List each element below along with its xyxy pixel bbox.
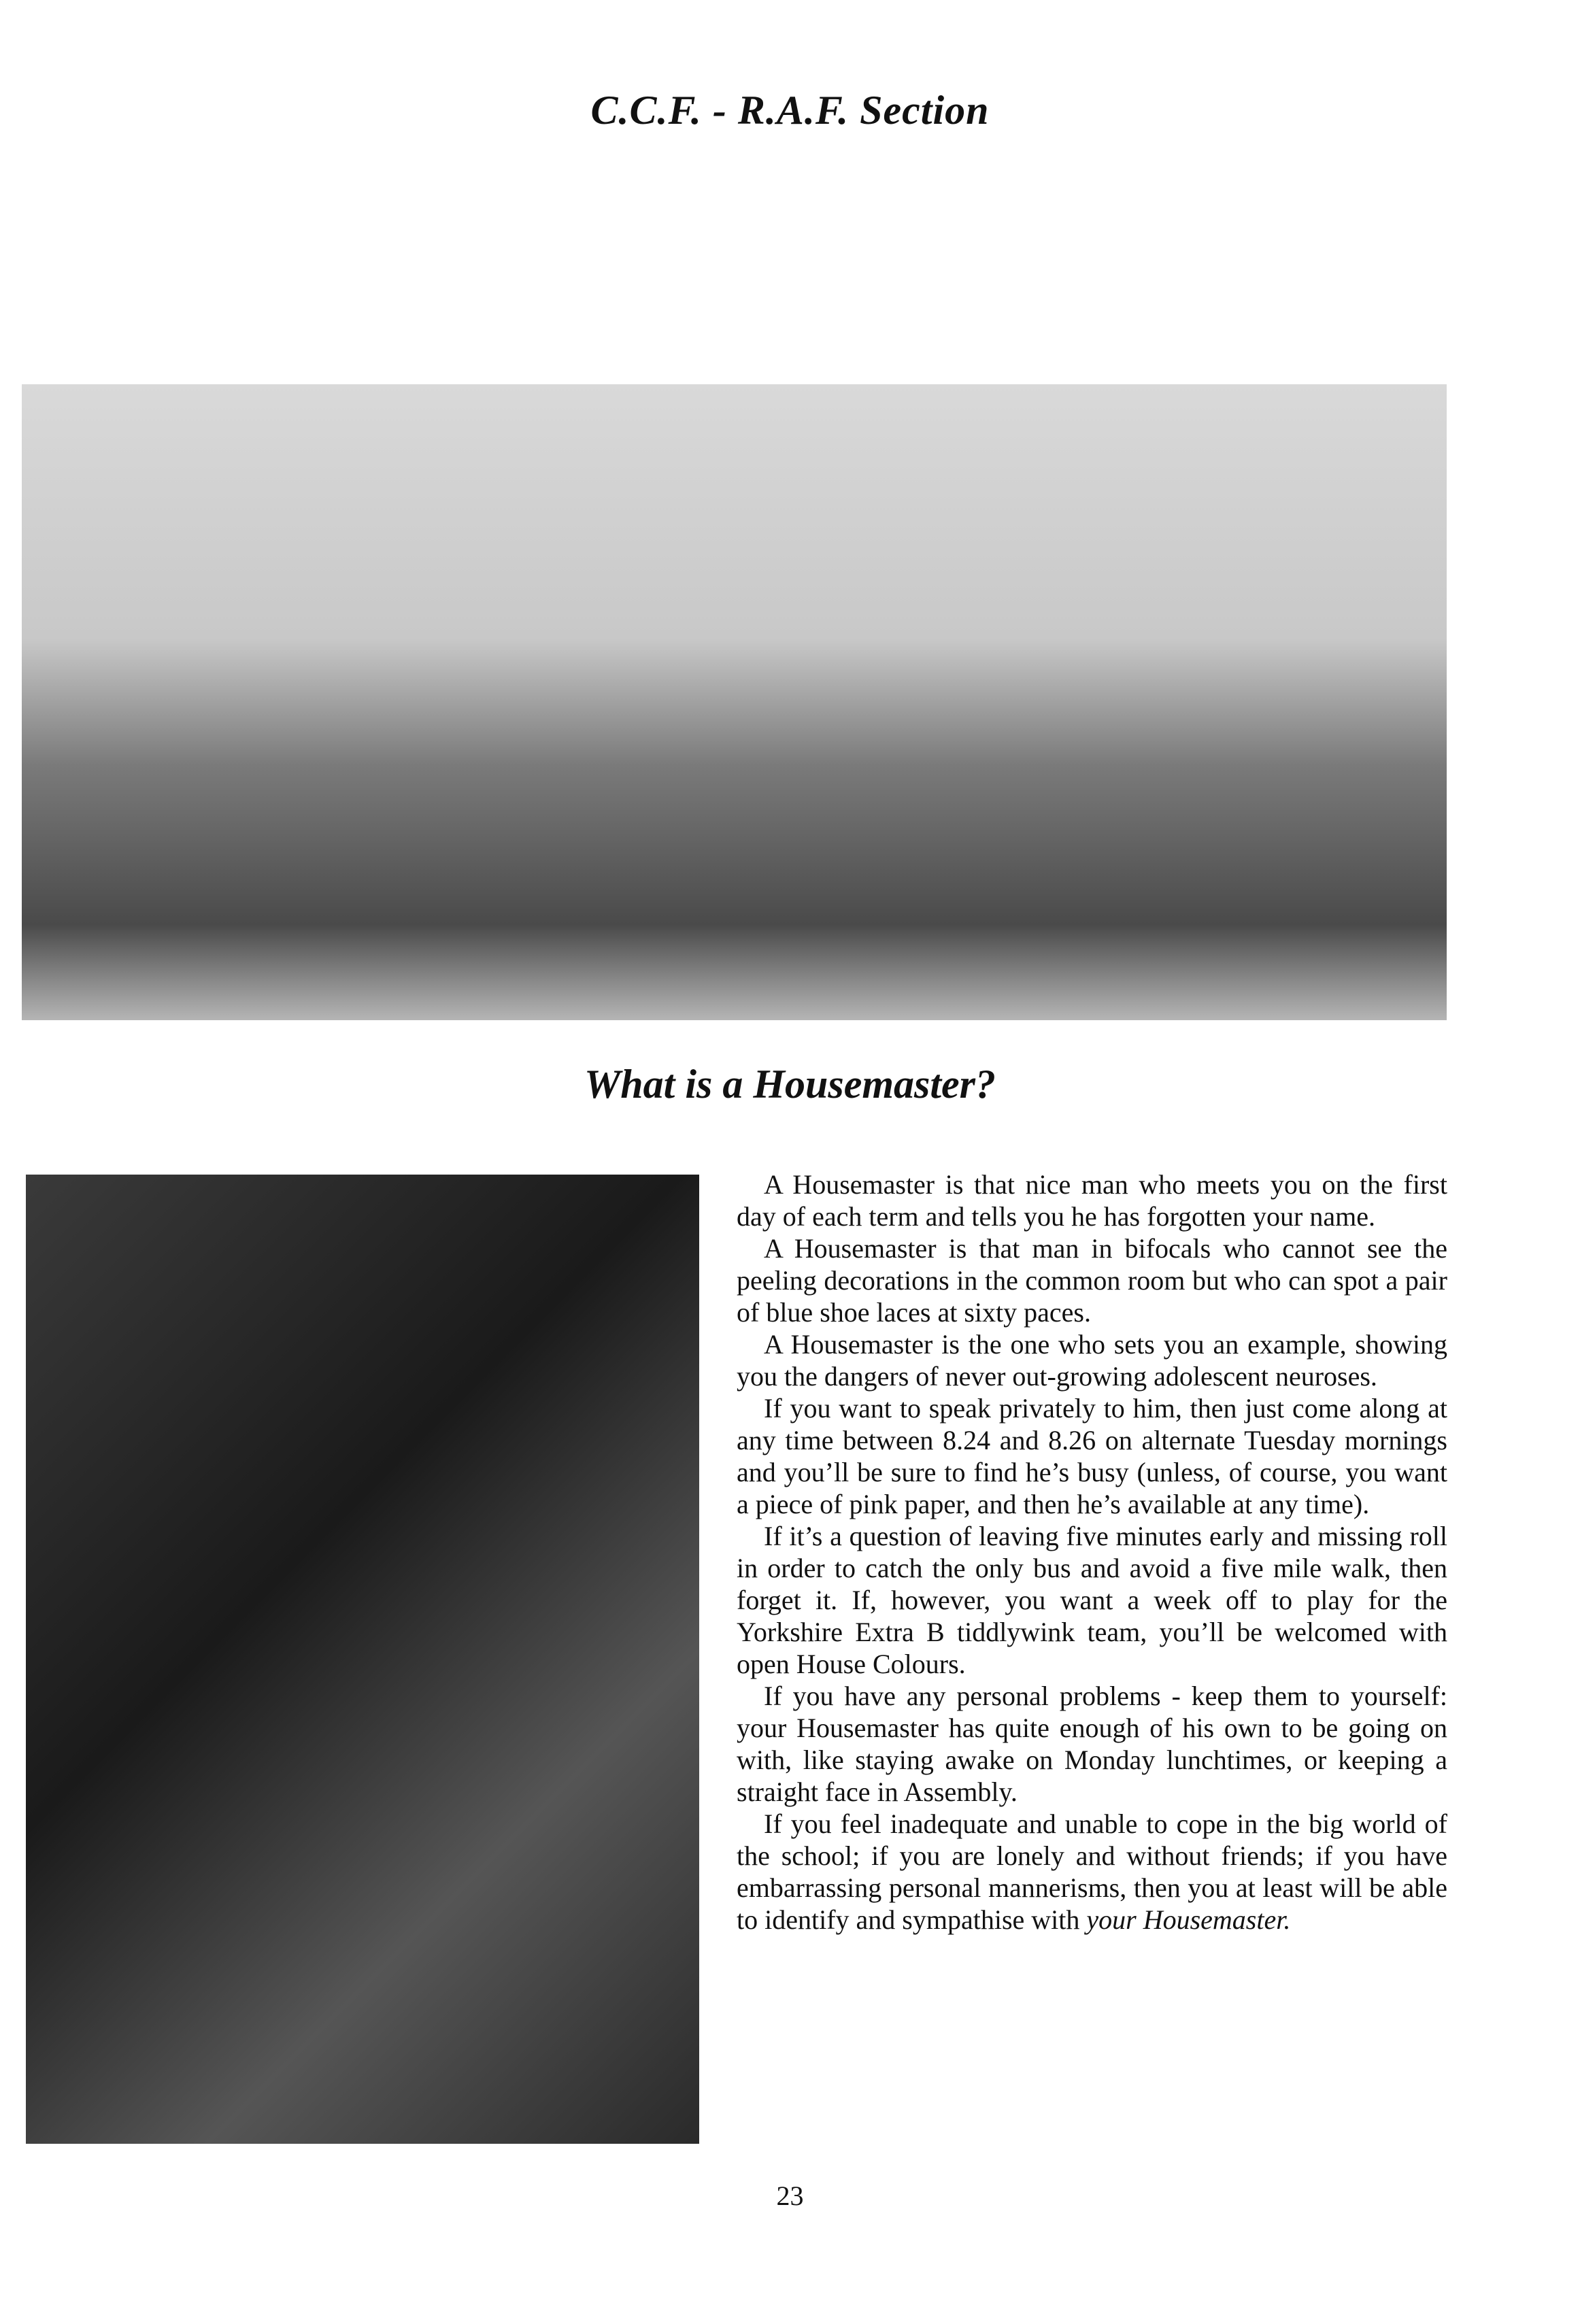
article-paragraph: If you want to speak privately to him, then just come along at any time between 8.24 and 8.26 on alternate Tuesday mornings and you’ll be sure to find he’s busy (unless, of course, you want a piece of pink paper, and then he’s available at any time).	[737, 1393, 1447, 1519]
article-paragraph: If it’s a question of leaving five minutes early and missing roll in order to catch the only bus and avoid a five mile walk, then forget it. If, however, you want a week off to play for the Yorkshire Extra B tiddlywink team, you’ll be welcomed with open House Colours.	[737, 1521, 1447, 1679]
housemasters-photo	[26, 1175, 699, 2144]
article-last-emphasis: your Housemaster.	[1086, 1904, 1291, 1935]
article-paragraph: If you have any personal problems - keep them to yourself: your Housemaster has quite enough of his own to be going on with, like staying awake on Monday lunchtimes, or keeping a straight face in Assembly.	[737, 1681, 1447, 1807]
housemaster-article	[737, 1168, 1447, 1936]
section-title-housemaster: What is a Housemaster?	[584, 1062, 996, 1107]
article-paragraph: A Housemaster is that nice man who meets you on the first day of each term and tells you he has forgotten your name.	[737, 1169, 1447, 1232]
article-paragraph: A Housemaster is that man in bifocals who cannot see the peeling decorations in the common room but who can spot a pair of blue shoe laces at sixty paces.	[737, 1233, 1447, 1328]
article-paragraph: A Housemaster is the one who sets you an example, showing you the dangers of never out-growing adolescent neuroses.	[737, 1329, 1447, 1392]
raf-group-photo	[22, 384, 1447, 1020]
section-title-raf: C.C.F. - R.A.F. Section	[590, 88, 990, 133]
page-number: 23	[776, 2180, 804, 2211]
article-paragraph-last	[737, 1808, 1447, 1936]
article-last-text: If you feel inadequate and unable to cope in the big world of the school; if you are lonely and without friends; if you have embarrassing personal mannerisms, then you at least will be able to identify and sympathise with	[737, 1808, 1447, 1935]
